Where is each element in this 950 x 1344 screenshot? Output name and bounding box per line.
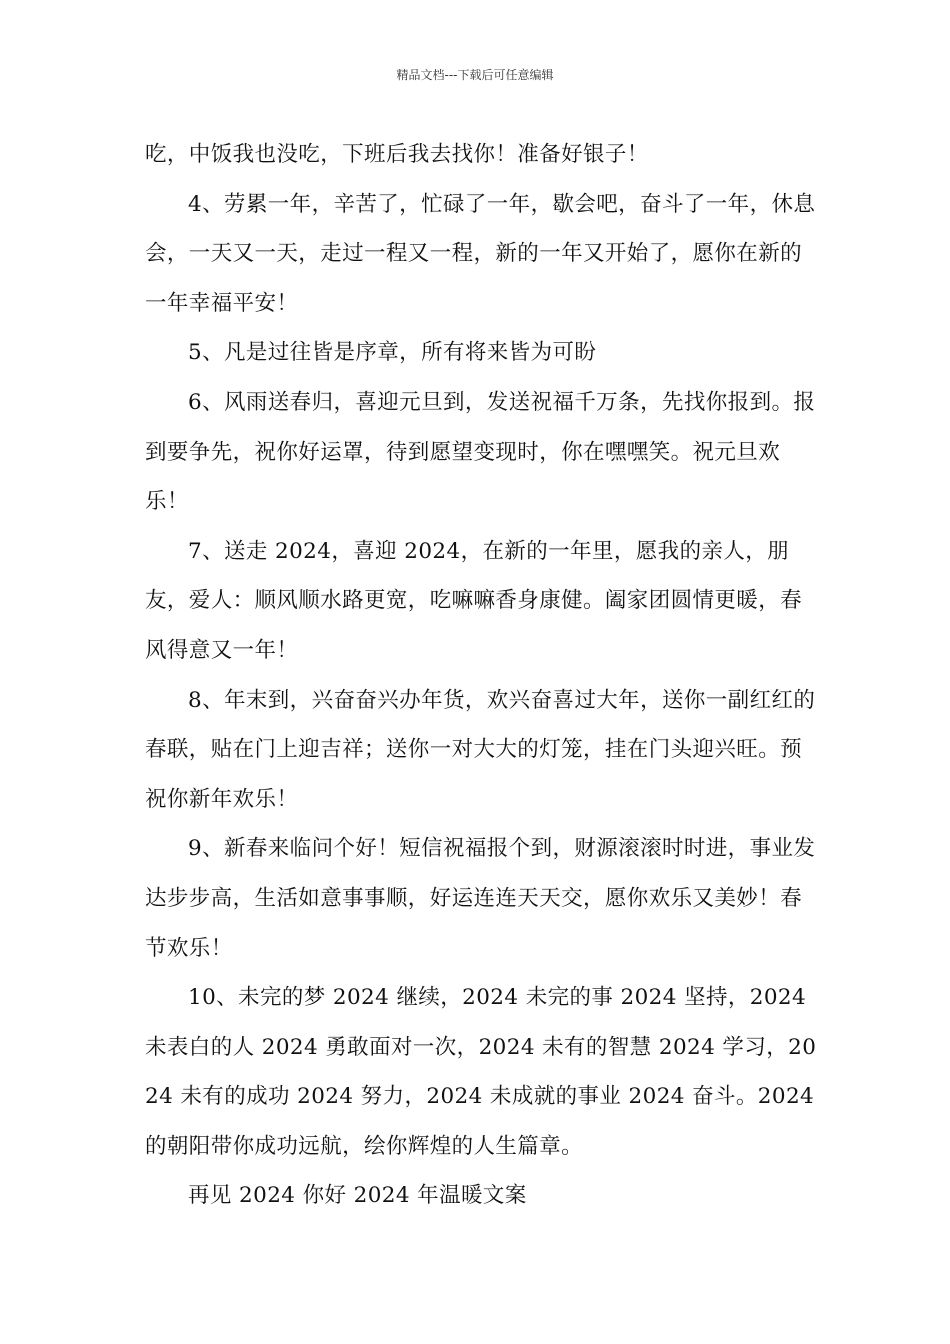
paragraph-9: 再见 2024 你好 2024 年温暖文案 [188, 1183, 527, 1209]
paragraph-4: 6、风雨送春归，喜迎元旦到，发送祝福千万条，先找你报到。报到要争先，祝你好运罩，待到愿望变现时，你在嘿嘿笑。祝元旦欢乐！ [145, 389, 816, 515]
paragraph-5: 7、送走 2024，喜迎 2024，在新的一年里，愿我的亲人，朋友，爱人：顺风顺水路更宽，吃嘛嘛香身康健。阖家团圆情更暖，春风得意又一年！ [145, 538, 803, 663]
document-body [145, 130, 820, 1221]
page-header: 精品文档---下载后可任意编辑 [396, 68, 554, 82]
paragraph-7: 9、新春来临问个好！短信祝福报个到，财源滚滚时时进，事业发达步步高，生活如意事事顺，好运连连天天交，愿你欢乐又美妙！春节欢乐！ [145, 836, 816, 961]
paragraph-1: 吃，中饭我也没吃，下班后我去找你！准备好银子！ [145, 142, 649, 167]
paragraph-3: 5、凡是过往皆是序章，所有将来皆为可盼 [188, 340, 597, 366]
paragraph-8: 10、未完的梦 2024 继续，2024 未完的事 2024 坚持，2024 未表白的人 2024 勇敢面对一次，2024 未有的智慧 2024 学习，2024 未有的成功 2024 努力，2024 未成就的事业 2024 奋斗。2024 的朝阳带你成功远航，绘你辉煌的人生篇章。 [145, 985, 817, 1159]
paragraph-2: 4、劳累一年，辛苦了，忙碌了一年，歇会吧，奋斗了一年，休息会，一天又一天，走过一程又一程，新的一年又开始了，愿你在新的一年幸福平安！ [145, 191, 816, 316]
paragraph-6: 8、年末到，兴奋奋兴办年货，欢兴奋喜过大年，送你一副红红的春联，贴在门上迎吉祥；送你一对大大的灯笼，挂在门头迎兴旺。预祝你新年欢乐！ [145, 687, 816, 812]
